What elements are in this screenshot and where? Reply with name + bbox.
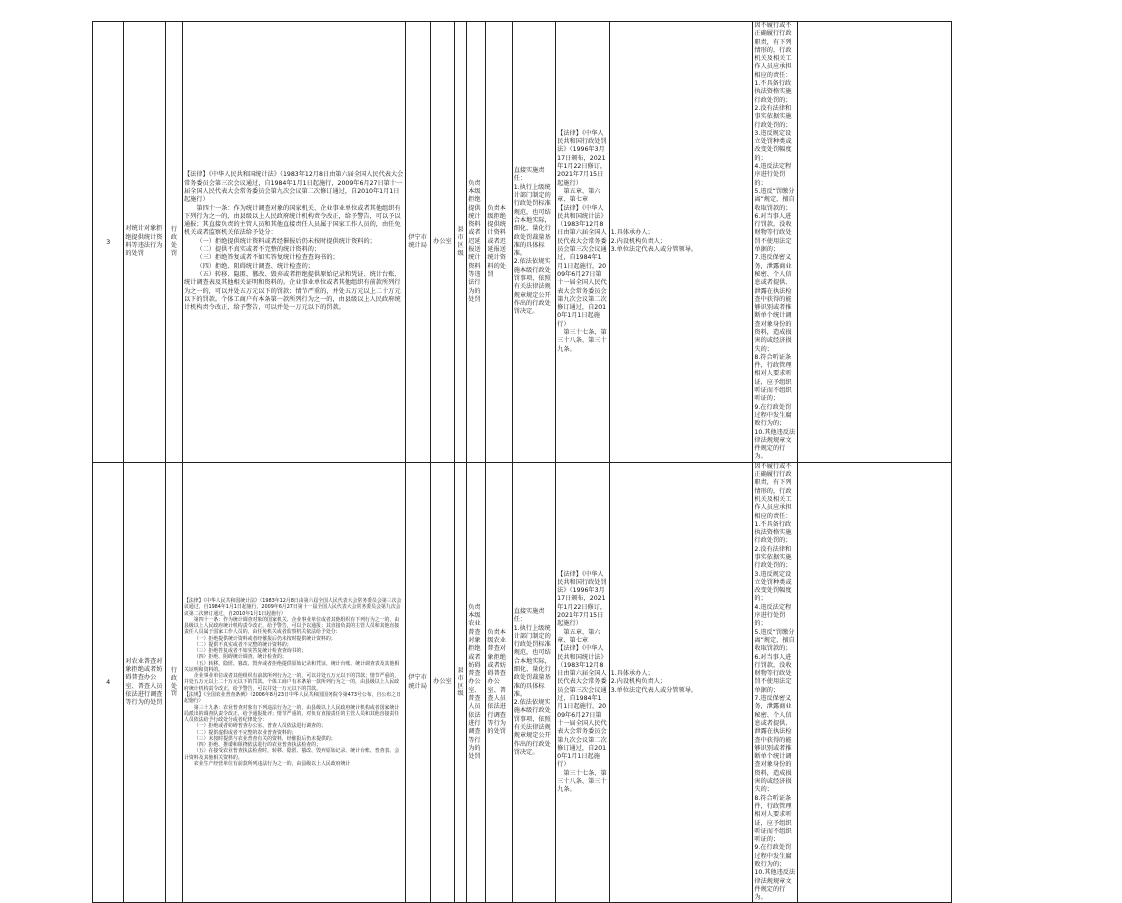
accountability-situations: 因不履行或不正确履行行政职责，有下列情形的，行政机关及相关工作人员应承担相应的责任： 1.不具备行政执法资格实施行政处罚的； 2.没有法律和事实依据实施行政处罚的； 3.违反规定设立处罚种类或改变处罚幅度的； 4.违反法定程序进行处罚的； 5.违反“罚缴分离”规定，擅自收取罚款的； 6.对当事人进行罚款，没收财物等行政处罚不使用法定单据的； 7.违反保密义务，泄露商业秘密、个人信息或者提供、泄露在执法检查中获得的能够识别或者推断单个统计调查对象身份的资料，造成损害的或经济损失的； 8.符合听证条件，行政管理相对人要求听证，应予组织听证而不组织听证的； 9.在行政处罚过程中发生腐败行为的； 10.其他违反法律法规规章文件规定的行为。 bbox=[753, 462, 798, 903]
main-responsibility: 负责本级拒绝提供统计资料或者迟延报送统计资料等违法行为的处罚 bbox=[467, 22, 486, 463]
implementation-responsibility: 直接实施责任： 1.执行上级统计部门制定的行政处罚标准规范，也可结合本地实际，细化、量化行政处罚裁量基准的具体标准。 2.依法依规实施本级行政处罚事项，依照有关法律法规规章规定公开作出的行政处罚决定。 bbox=[512, 22, 555, 463]
item-category: 行政处罚 bbox=[165, 462, 182, 903]
row-number: 4 bbox=[93, 462, 124, 903]
accountability-basis: 【法律】《中华人民共和国行政处罚法》（1996年3月17日颁布，2021年1月22日修订，2021年7月15日起施行） 第五章、第六章、第七章 【法律】《中华人民共和国统计法》（1983年12月8日由第六届全国人民代表大会常务委员会第三次会议通过，自1984年1月1日起施行，2009年6月27日第十一届全国人民代表大会常务委员会第九次会议第二次修订通过，自2010年1月1日起施行） 第三十七条、第三十八条、第三十九条。 bbox=[556, 462, 610, 903]
responsibility-table bbox=[92, 21, 974, 903]
administrative-level: 县市区级 bbox=[455, 22, 467, 463]
entity-responsibility: 负责本级农业普查对象拒绝或者妨碍普查办公室、普查人员依法进行调查等行为的处罚 bbox=[486, 462, 512, 903]
remarks-cell bbox=[797, 22, 951, 463]
remarks-cell bbox=[797, 462, 951, 903]
implementation-responsibility: 直接实施责任： 1.执行上级统计部门制定的行政处罚标准规范，也可结合本地实际，细化、量化行政处罚裁量基准的具体标准。 2.依法依规实施本级行政处罚事项，依照有关法律法规规章规定公开作出的行政处罚决定。 bbox=[512, 462, 555, 903]
administrative-level: 县市区级 bbox=[455, 462, 467, 903]
row-number: 3 bbox=[93, 22, 124, 463]
legal-basis-text: 【法律】《中华人民共和国统计法》（1983年12月8日由第六届全国人民代表大会常务委员会第三次会议通过，自1984年1月1日起施行，2009年6月27日第十一届全国人民代表大会常务委员会第九次会议第二次修订通过，自2010年1月1日起施行） 第四十一条：作为统计调查对象的国家机关、企业事业单位或者其他组织有下列行为之一的，由县级以上人民政府统计机构责令改正，给予警告，可以予以通报；其直接负责的主管人员和其他直接责任人员属于国家工作人员的，由任免机关或者监察机关依法给予处分： （一）拒绝提供统计资料或者经催报后仍未按时提供统计资料的； （二）提供不真实或者不完整的统计资料的； （三）拒绝答复或者不如实答复统计检查查询书的； （四）拒绝、阻碍统计调查、统计检查的； （五）转移、隐匿、篡改、毁弃或者拒绝提供原始记录和凭证、统计台账、统计调查表及其他相关证明和资料的。 企业事业单位或者其他组织有前款所列行为之一的，可以并处五万元以下的罚款；情节严重的，并处五万元以上二十万元以下的罚款。个体工商户有本条第一款所列行为之一的，由县级以上人民政府统计机构责令改正，给予警告，可以并处一万元以下的罚款。 【法规】《全国农业普查条例》（2006年8月23日中华人民共和国国务院令第473号公布，自公布之日起施行） 第三十九条：农业普查对象有下列违法行为之一的，由县级以上人民政府统计机构或者国家统计局派出的调查队责令改正，给予通报批评；情节严重的，对负有直接责任的主管人员和其他直接责任人员依法给予行政处分或者纪律处分： （一）拒绝或者妨碍普查办公室、普查人员依法进行调查的； （二）提供虚假或者不完整的农业普查资料的； （三）未按时提供与农业普查有关的资料，经催报后仍未提供的； （四）拒绝、推诿和阻挠依法进行的农业普查执法检查的； （五）在接受农业普查执法检查时，转移、隐匿、篡改、毁弃原始记录、统计台账、普查表、会计资料及其他相关资料的。 农业生产经营单位有前款所列违法行为之一的，由县级以上人民政府统计 bbox=[183, 462, 406, 903]
item-name: 对农业普查对象拒绝或者妨碍普查办公室、普查人员依法进行调查等行为的处罚 bbox=[124, 462, 165, 903]
entity-responsibility: 负责本级拒绝提供统计资料或者迟延报送统计资料的处罚 bbox=[486, 22, 512, 463]
table-row bbox=[93, 22, 974, 463]
responsible-subject: 1.具体承办人； 2.内设机构负责人； 3.单位法定代表人或分管领导。 bbox=[609, 22, 753, 463]
implementing-authority: 伊宁市统计局 bbox=[405, 22, 430, 463]
accountability-basis: 【法律】《中华人民共和国行政处罚法》（1996年3月17日颁布，2021年1月22日修订，2021年7月15日起施行） 第五章、第六章、第七章 【法律】《中华人民共和国统计法》（1983年12月8日由第六届全国人民代表大会常务委员会第三次会议通过，自1984年1月1日起施行，2009年6月27日第十一届全国人民代表大会常务委员会第九次会议第二次修订通过，自2010年1月1日起施行） 第三十七条、第三十八条、第三十九条。 bbox=[556, 22, 610, 463]
legal-basis-text: 【法律】《中华人民共和国统计法》（1983年12月8日由第六届全国人民代表大会常务委员会第三次会议通过，自1984年1月1日起施行，2009年6月27日第十一届全国人民代表大会常务委员会第九次会议第二次修订通过，自2010年1月1日起施行） 第四十一条：作为统计调查对象的国家机关、企业事业单位或者其他组织有下列行为之一的，由县级以上人民政府统计机构责令改正，给予警告，可以予以通报；其直接负责的主管人员和其他直接责任人员属于国家工作人员的，由任免机关或者监察机关依法给予处分： （一）拒绝提供统计资料或者经催报后仍未按时提供统计资料的； （二）提供不真实或者不完整的统计资料的； （三）拒绝答复或者不如实答复统计检查查询书的； （四）拒绝、阻碍统计调查、统计检查的； （五）转移、隐匿、篡改、毁弃或者拒绝提供原始记录和凭证、统计台账、统计调查表及其他相关证明和资料的。企业事业单位或者其他组织有前款所列行为之一的，可以并处五万元以下的罚款；情节严重的，并处五万元以上二十万元以下的罚款。个体工商户有本条第一款所列行为之一的，由县级以上人民政府统计机构责令改正，给予警告，可以并处一万元以下的罚款。 bbox=[183, 22, 406, 463]
responsible-subject: 1.具体承办人； 2.内设机构负责人； 3.单位法定代表人或分管领导。 bbox=[609, 462, 753, 903]
table-row bbox=[93, 462, 974, 903]
implementing-authority: 伊宁市统计局 bbox=[405, 462, 430, 903]
internal-department: 办公室 bbox=[430, 462, 454, 903]
internal-department: 办公室 bbox=[430, 22, 454, 463]
item-name: 对统计对象拒绝提供统计资料等违法行为的处罚 bbox=[124, 22, 165, 463]
accountability-situations: 因不履行或不正确履行行政职责，有下列情形的，行政机关及相关工作人员应承担相应的责任： 1.不具备行政执法资格实施行政处罚的； 2.没有法律和事实依据实施行政处罚的； 3.违反规定设立处罚种类或改变处罚幅度的； 4.违反法定程序进行处罚的； 5.违反“罚缴分离”规定，擅自收取罚款的； 6.对当事人进行罚款，没收财物等行政处罚不使用法定单据的； 7.违反保密义务，泄露商业秘密、个人信息或者提供、泄露在执法检查中获得的能够识别或者推断单个统计调查对象身份的资料，造成损害的或经济损失的； 8.符合听证条件，行政管理相对人要求听证，应予组织听证而不组织听证的； 9.在行政处罚过程中发生腐败行为的； 10.其他违反法律法规规章文件规定的行为。 bbox=[753, 22, 798, 463]
main-responsibility: 负责本级农业普查对象拒绝或者妨碍普查办公室、普查人员依法进行调查等行为的处罚 bbox=[467, 462, 486, 903]
item-category: 行政处罚 bbox=[165, 22, 182, 463]
